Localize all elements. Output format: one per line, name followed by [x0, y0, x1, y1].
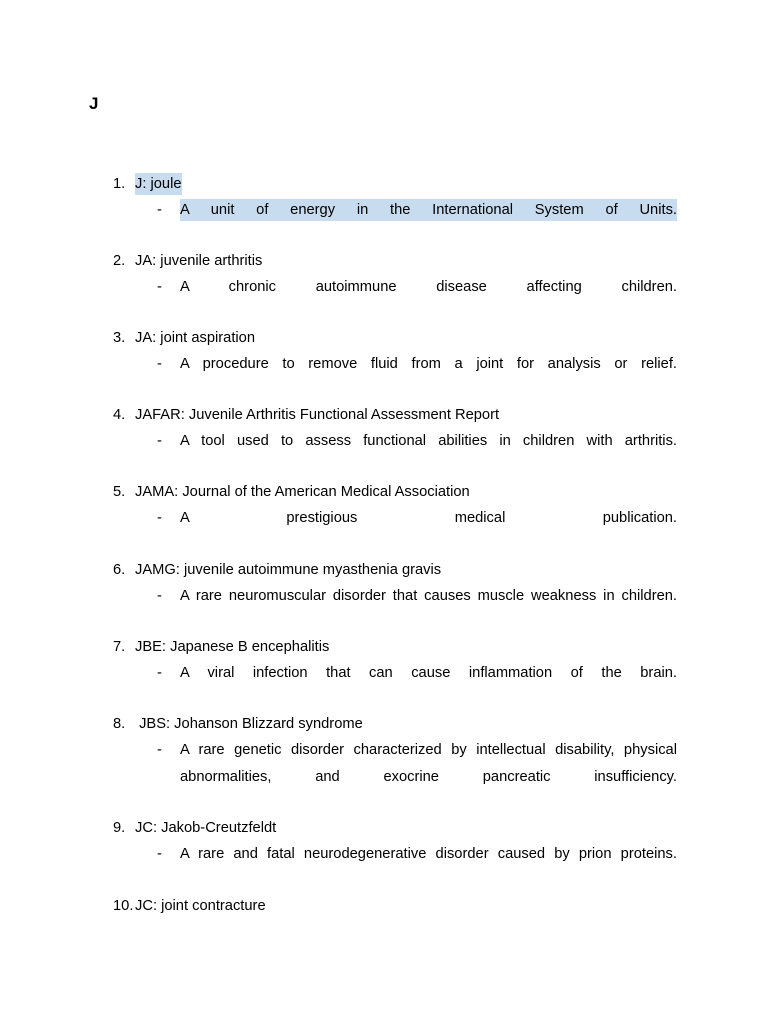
list-number: 9. — [113, 820, 126, 836]
list-number: 4. — [113, 407, 126, 423]
term-label: JAFAR: Juvenile Arthritis Functional Assessment Report — [135, 407, 500, 423]
definition-text[interactable]: A rare and fatal neurodegenerative disorder caused by prion proteins. — [180, 846, 677, 862]
term-label: J: joule — [135, 173, 182, 195]
list-number: 6. — [113, 562, 126, 578]
term-label: JAMA: Journal of the American Medical Association — [135, 484, 470, 500]
bullet-dash: - — [157, 279, 162, 295]
term-line[interactable] — [113, 713, 363, 735]
section-heading: J — [89, 94, 99, 113]
term-line[interactable] — [113, 173, 182, 195]
bullet-dash: - — [157, 433, 162, 449]
term-label: JA: joint aspiration — [135, 330, 256, 346]
bullet-dash: - — [157, 202, 162, 218]
term-label: JA: juvenile arthritis — [135, 253, 263, 269]
bullet-dash: - — [157, 665, 162, 681]
term-line[interactable] — [113, 559, 441, 581]
bullet-dash: - — [157, 588, 162, 604]
term-line[interactable] — [113, 404, 499, 426]
term-label: JC: Jakob-Creutzfeldt — [135, 820, 277, 836]
list-number: 3. — [113, 330, 126, 346]
list-number: 7. — [113, 639, 126, 655]
term-line[interactable] — [113, 636, 329, 658]
bullet-dash: - — [157, 846, 162, 862]
term-label: JAMG: juvenile autoimmune myasthenia gravis — [135, 562, 442, 578]
term-line[interactable] — [113, 327, 255, 349]
definition-text[interactable]: A unit of energy in the International System of Units. — [180, 199, 677, 221]
list-number: 1. — [113, 176, 126, 192]
term-label: JBS: Johanson Blizzard syndrome — [135, 716, 363, 732]
list-number: 8. — [113, 716, 126, 732]
list-number: 5. — [113, 484, 126, 500]
definition-text[interactable]: A prestigious medical publication. — [180, 510, 677, 526]
term-label: JC: joint contracture — [135, 898, 266, 914]
term-line[interactable] — [113, 817, 276, 839]
list-number: 10. — [113, 898, 134, 914]
list-number: 2. — [113, 253, 126, 269]
definition-text[interactable]: A rare genetic disorder characterized by intellectual disability, physical abnormalities, and exocrine pancreatic insufficiency. — [180, 742, 677, 785]
bullet-dash: - — [157, 742, 162, 758]
term-line[interactable] — [113, 250, 262, 272]
definition-text[interactable]: A procedure to remove fluid from a joint for analysis or relief. — [180, 356, 677, 372]
definition-text[interactable]: A rare neuromuscular disorder that causes muscle weakness in children. — [180, 588, 677, 604]
bullet-dash: - — [157, 510, 162, 526]
term-line[interactable] — [113, 895, 266, 917]
definition-text[interactable]: A chronic autoimmune disease affecting children. — [180, 279, 677, 295]
bullet-dash: - — [157, 356, 162, 372]
term-line[interactable] — [113, 481, 470, 503]
definition-text[interactable]: A viral infection that can cause inflammation of the brain. — [180, 665, 677, 681]
term-label: JBE: Japanese B encephalitis — [135, 639, 330, 655]
definition-text[interactable]: A tool used to assess functional abilities in children with arthritis. — [180, 433, 677, 449]
